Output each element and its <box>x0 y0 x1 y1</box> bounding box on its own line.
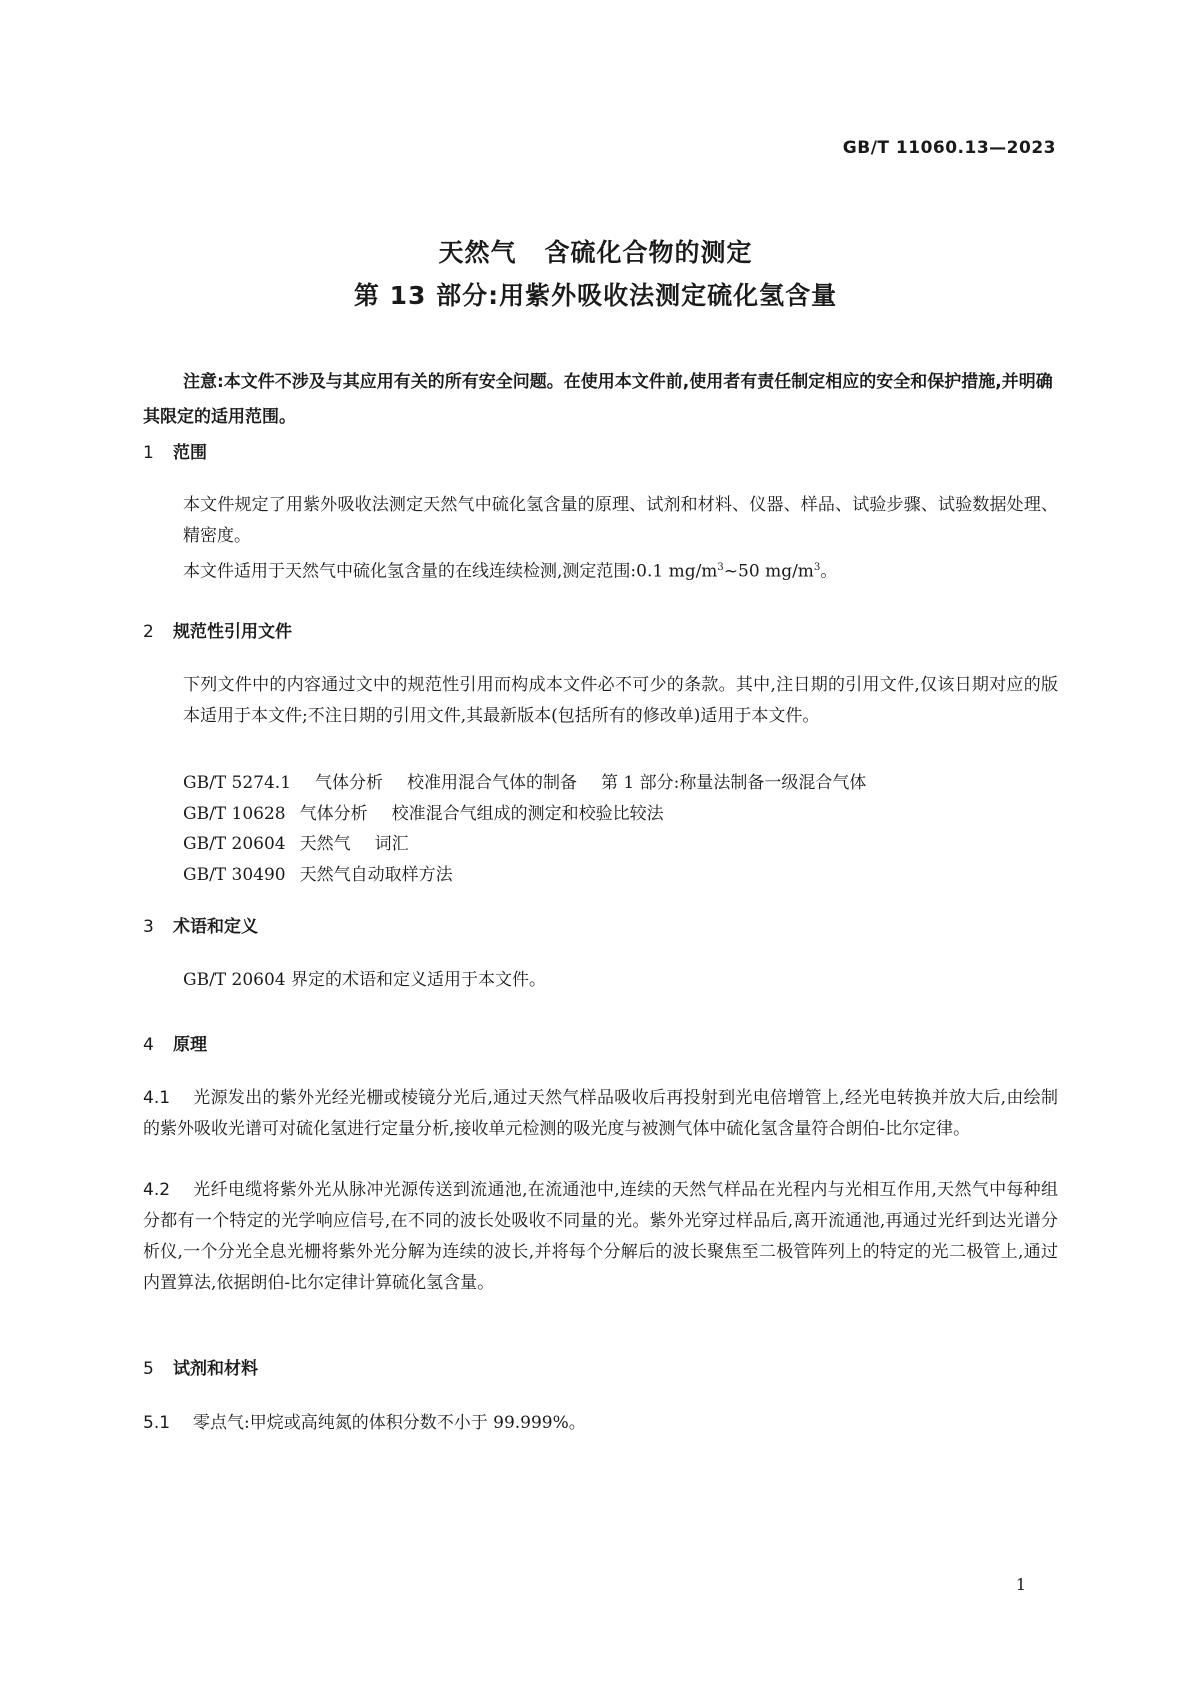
document-code: GB/T 11060.13—2023 <box>842 138 1056 158</box>
section-title: 范围 <box>173 443 207 463</box>
section-2-paragraph-1: 下列文件中的内容通过文中的规范性引用而构成本文件必不可少的条款。其中,注日期的引用文件,仅该日期对应的版本适用于本文件;不注日期的引用文件,其最新版本(包括所有的修改单)适用于本文件。 <box>183 675 1058 726</box>
clause-number: 4.1 <box>143 1088 171 1108</box>
title-part-b: 含硫化合物的测定 <box>544 238 753 267</box>
section-title: 术语和定义 <box>173 917 258 937</box>
clause-5-1: 5.1 零点气:甲烷或高纯氮的体积分数不小于 99.999%。 <box>143 1408 1058 1439</box>
reference-item: GB/T 5274.1 气体分析 校准用混合气体的制备 第 1 部分:称量法制备一级混合气体 <box>183 773 867 793</box>
clause-number: 4.2 <box>143 1180 171 1200</box>
reference-item: GB/T 30490 天然气自动取样方法 <box>183 865 453 885</box>
clause-4-1: 4.1 光源发出的紫外光经光栅或棱镜分光后,通过天然气样品吸收后再投射到光电倍增管上,经光电转换并放大后,由绘制的紫外吸收光谱可对硫化氢进行定量分析,接收单元检测的吸光度与被测气体中硫化氢含量符合朗伯-比尔定律。 <box>143 1083 1058 1145</box>
section-3-heading <box>143 912 258 937</box>
title-line-2: 第 13 部分:用紫外吸收法测定硫化氢含量 <box>353 281 838 310</box>
title-part-a: 天然气 <box>438 238 517 267</box>
section-number: 4 <box>143 1035 154 1055</box>
section-1-paragraph-2: 本文件适用于天然气中硫化氢含量的在线连续检测,测定范围:0.1 $mg/m^3\sim 50$ $mg/m^3$。 <box>183 561 838 582</box>
title-line-1 <box>0 233 1191 269</box>
section-3-paragraph-1: GB/T 20604 界定的术语和定义适用于本文件。 <box>183 970 547 990</box>
section-number: 5 <box>143 1359 154 1379</box>
clause-number: 5.1 <box>143 1413 171 1433</box>
section-number: 2 <box>143 622 154 642</box>
section-title: 原理 <box>173 1035 207 1055</box>
safety-notice <box>143 365 1058 435</box>
section-title: 规范性引用文件 <box>173 622 292 642</box>
page-number: 1 <box>1015 1575 1026 1594</box>
section-number: 1 <box>143 443 154 463</box>
section-1-paragraph-1: 本文件规定了用紫外吸收法测定天然气中硫化氢含量的原理、试剂和材料、仪器、样品、试验步骤、试验数据处理、精密度。 <box>183 495 1058 546</box>
section-4-heading <box>143 1030 207 1055</box>
notice-text: 注意:本文件不涉及与其应用有关的所有安全问题。在使用本文件前,使用者有责任制定相应的安全和保护措施,并明确其限定的适用范围。 <box>143 372 1053 427</box>
section-5-heading <box>143 1354 258 1379</box>
section-number: 3 <box>143 917 154 937</box>
section-title: 试剂和材料 <box>173 1359 258 1379</box>
reference-item: GB/T 20604 天然气 词汇 <box>183 834 409 854</box>
section-2-heading <box>143 617 292 642</box>
reference-item: GB/T 10628 气体分析 校准混合气组成的测定和校验比较法 <box>183 804 664 824</box>
clause-4-2: 4.2 光纤电缆将紫外光从脉冲光源传送到流通池,在流通池中,连续的天然气样品在光程内与光相互作用,天然气中每种组分都有一个特定的光学响应信号,在不同的波长处吸收不同量的光。紫外光穿过样品后,离开流通池,再通过光纤到达光谱分析仪,一个分光全息光栅将紫外光分解为连续的波长,并将每个分解后的波长聚焦至二极管阵列上的特定的光二极管上,通过内置算法,依据朗伯-比尔定律计算硫化氢含量。 <box>143 1175 1058 1299</box>
section-1-heading <box>143 438 207 463</box>
